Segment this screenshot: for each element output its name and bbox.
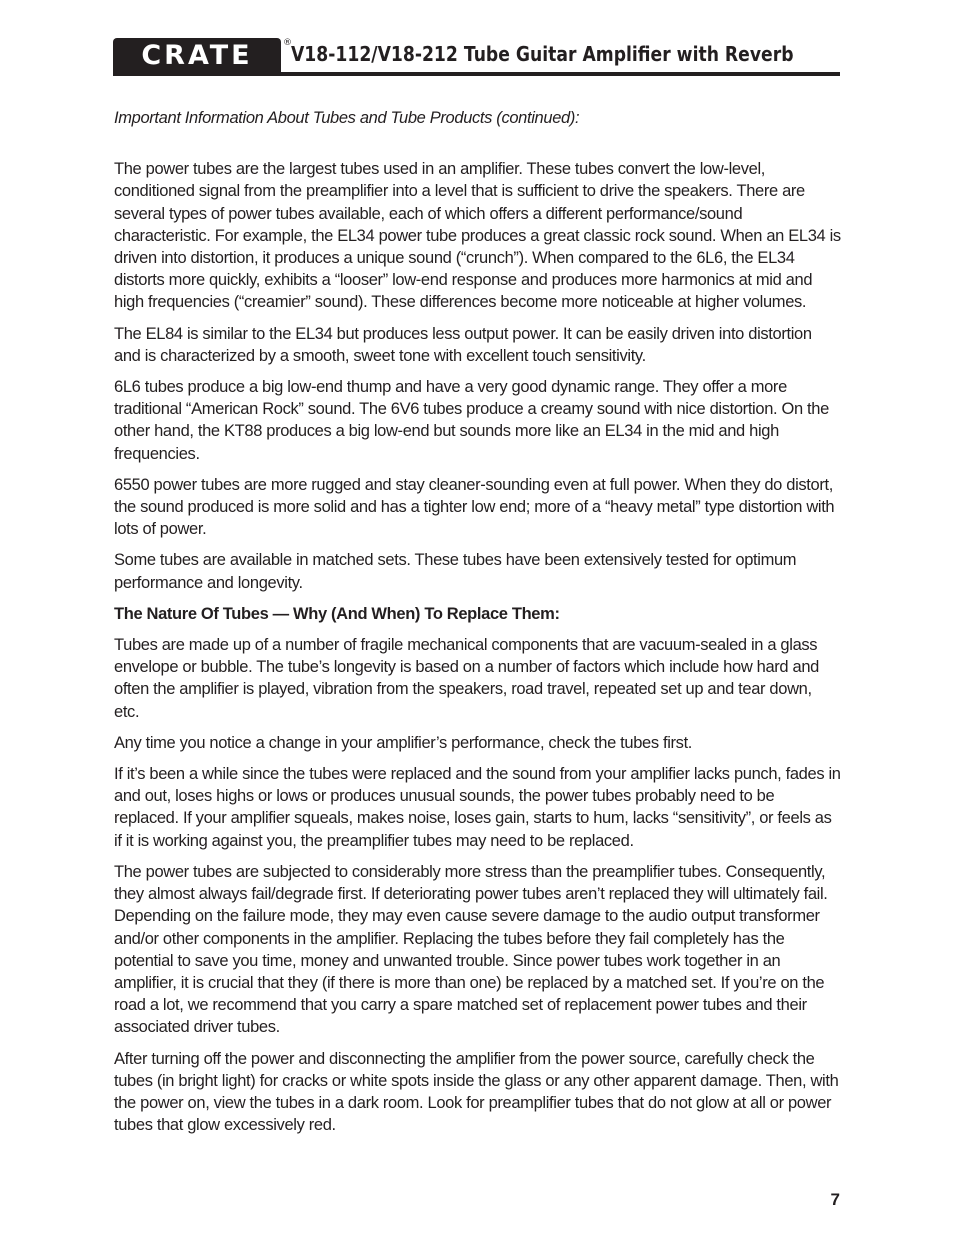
paragraph-replace-symptoms: If it’s been a while since the tubes were replaced and the sound from your amplifier lacks punch, fades in and out, loses highs or lows or produces unusual sounds, the power tubes probably need to be replaced. If your amplifier squeals, makes noise, loses gain, starts to hum, lacks “sensitivity”, or feels as if it is working against you, the preamplifier tubes may need to be replaced. [114, 765, 841, 850]
paragraph-power-tube-stress: The power tubes are subjected to considerably more stress than the preamplifier tubes. Consequently, they almost always fail/degrade first. If deteriorating power tubes aren’t replaced they will ultimately fail. Depending on the failure mode, they may even cause severe damage to the audio output transformer and/or other components in the amplifier. Replacing the tubes before they fail completely has the potential to save you time, money and unwanted trouble. Since power tubes work together in an amplifier, it is crucial that they (if there is more than one) be replaced by a matched set. If you’re on the road a lot, we recommend that you carry a spare matched set of replacement power tubes and their associated driver tubes. [114, 862, 828, 1037]
document-title: V18-112/V18-212 Tube Guitar Amplifier with Reverb [291, 42, 794, 66]
logo-text: CRATE [141, 40, 253, 71]
registered-mark: ® [283, 38, 292, 48]
section-subheading: Important Information About Tubes and Tube Products (continued): [114, 109, 580, 127]
section-heading: The Nature Of Tubes — Why (And When) To Replace Them: [114, 604, 560, 623]
paragraph-matched-sets: Some tubes are available in matched sets. These tubes have been extensively tested for optimum performance and longevity. [114, 551, 797, 592]
paragraph-el84: The EL84 is similar to the EL34 but produces less output power. It can be easily driven into distortion and is characterized by a smooth, sweet tone with excellent touch sensitivity. [114, 324, 812, 365]
page-content [114, 107, 841, 1145]
paragraph-tube-components: Tubes are made up of a number of fragile mechanical components that are vacuum-sealed in a glass envelope or bubble. The tube’s longevity is based on a number of factors which include how hard and often the amplifier is played, vibration from the speakers, road travel, repeated set up and tear down, etc. [114, 636, 819, 721]
paragraph-power-tubes: The power tubes are the largest tubes used in an amplifier. These tubes convert the low-level, conditioned signal from the preamplifier into a level that is sufficient to drive the speakers. There are several types of power tubes available, each of which offers a different performance/sound characteristic. For example, the EL34 power tube produces a great classic rock sound. When an EL34 is driven into distortion, it produces a unique sound (“crunch”). When compared to the 6L6, the EL34 distorts more quickly, exhibits a “looser” low-end response and produces more harmonics at mid and high frequencies (“creamier” sound). These differences become more noticeable at higher volumes. [114, 160, 841, 312]
page-header [113, 36, 840, 76]
paragraph-6l6: 6L6 tubes produce a big low-end thump and have a very good dynamic range. They offer a more traditional “American Rock” sound. The 6V6 tubes produce a creamy sound with nice distortion. On the other hand, the KT88 produces a big low-end but sounds more like an EL34 in the mid and high frequencies. [114, 378, 829, 463]
paragraph-6550: 6550 power tubes are more rugged and stay cleaner-sounding even at full power. When they do distort, the sound produced is more solid and has a tighter low end; more of a “heavy metal” type distortion with lots of power. [114, 475, 835, 539]
paragraph-inspection: After turning off the power and disconnecting the amplifier from the power source, carefully check the tubes (in bright light) for cracks or white spots inside the glass or any other apparent damage. Then, with the power on, view the tubes in a dark room. Look for preamplifier tubes that do not glow at all or power tubes that glow excessively red. [114, 1049, 839, 1135]
crate-logo [113, 38, 281, 74]
page-number: 7 [830, 1190, 840, 1209]
paragraph-check-tubes: Any time you notice a change in your amplifier’s performance, check the tubes first. [114, 733, 693, 752]
